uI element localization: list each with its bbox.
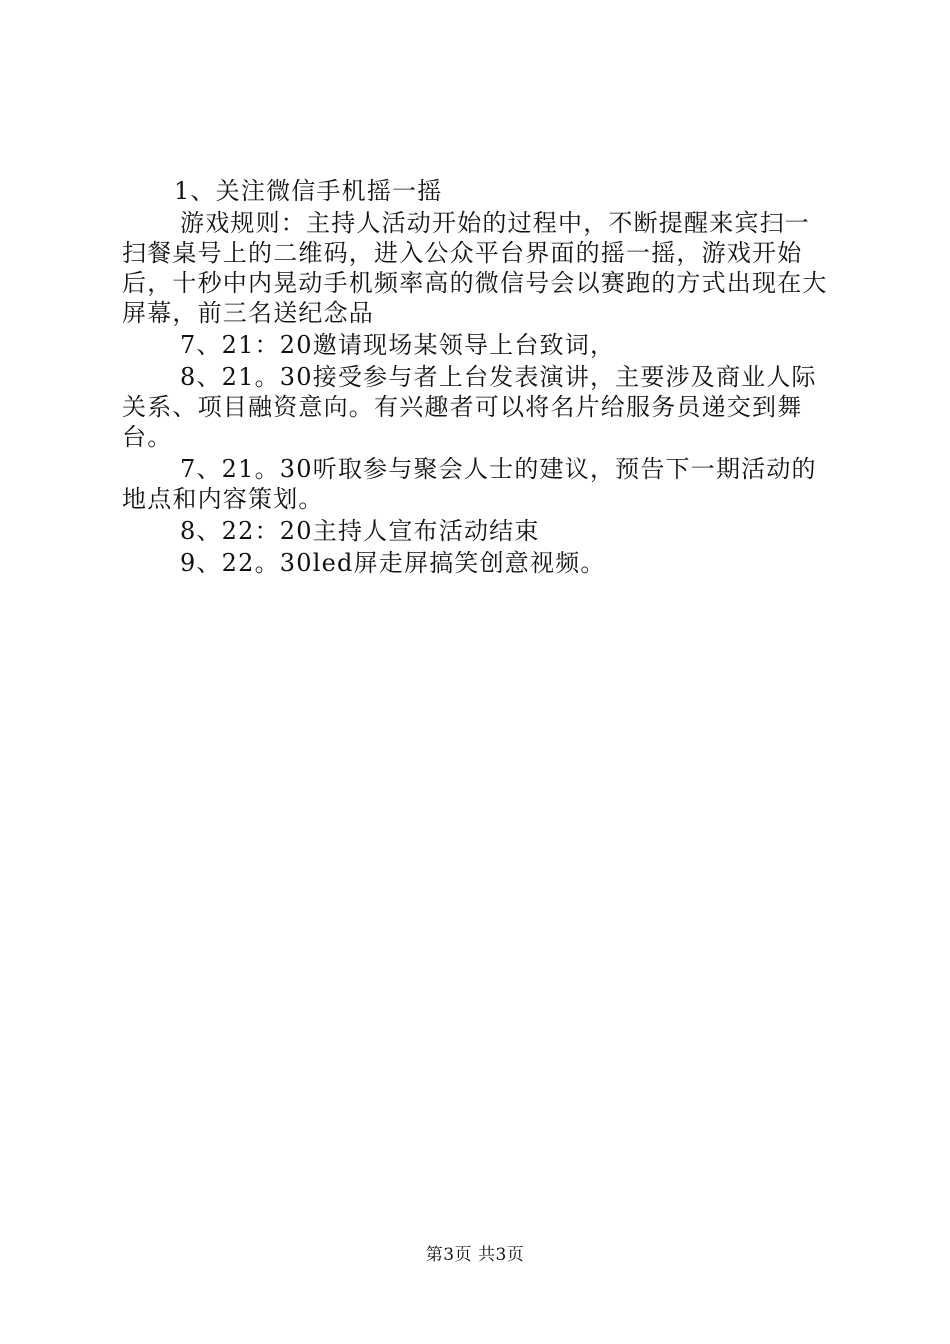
paragraph-item-7-suggestions: 7、21。30听取参与聚会人士的建议，预告下一期活动的地点和内容策划。 [122, 455, 817, 513]
paragraph-item-8-participant-speech: 8、21。30接受参与者上台发表演讲，主要涉及商业人际关系、项目融资意向。有兴趣者可以将名片给服务员递交到舞台。 [122, 363, 817, 451]
paragraph-item-8-closing: 8、22：20主持人宣布活动结束 [180, 517, 540, 545]
page-number-footer: 第3页 共3页 [425, 1245, 525, 1265]
document-body [122, 176, 832, 578]
paragraph-item-7-leader-speech: 7、21：20邀请现场某领导上台致词， [180, 331, 616, 359]
paragraph-game-rules: 游戏规则：主持人活动开始的过程中，不断提醒来宾扫一扫餐桌号上的二维码，进入公众平台界面的摇一摇，游戏开始后，十秒中内晃动手机频率高的微信号会以赛跑的方式出现在大屏幕，前三名送纪念品 [122, 209, 828, 327]
paragraph-item-9-video: 9、22。30led屏走屏搞笑创意视频。 [180, 549, 606, 577]
paragraph-item-1: 1、关注微信手机摇一摇 [174, 177, 443, 205]
